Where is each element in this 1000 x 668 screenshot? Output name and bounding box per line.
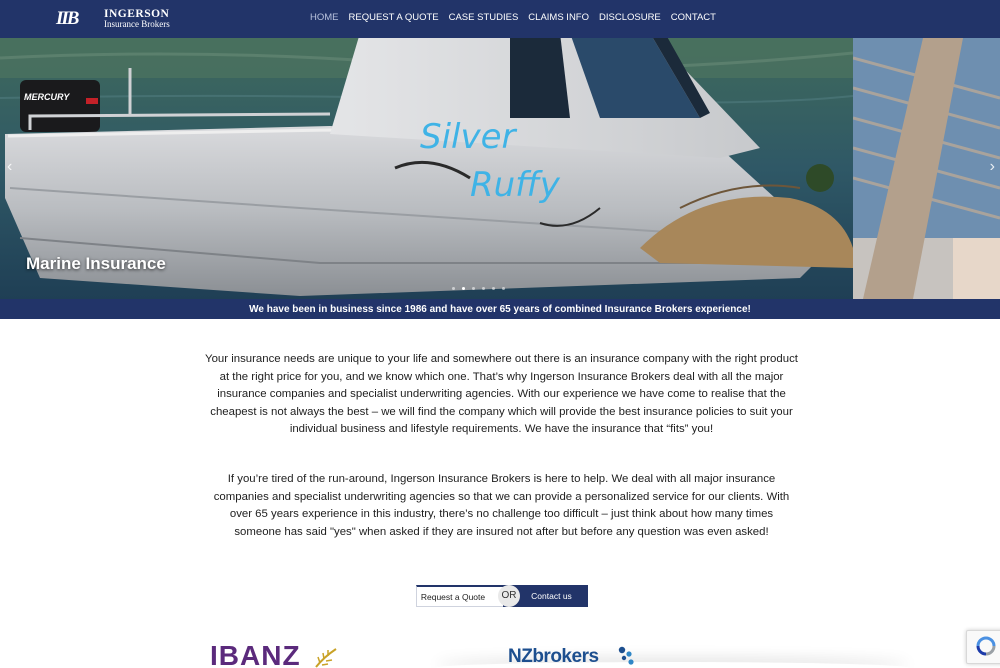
partner-shadow [435, 662, 910, 668]
recaptcha-badge[interactable] [966, 630, 1000, 664]
logo-name: INGERSON [104, 8, 170, 20]
request-quote-button[interactable]: Request a Quote [416, 585, 503, 607]
nav-home[interactable]: HOME [310, 12, 339, 23]
nav-contact[interactable]: CONTACT [670, 12, 716, 23]
nzbrokers-logo-text: NZbrokers [508, 646, 599, 667]
cta-group [416, 585, 588, 607]
logo-subtitle: Insurance Brokers [104, 19, 170, 29]
hero-slider [0, 38, 1000, 299]
building-photo [853, 38, 1000, 299]
nav-disclosure[interactable]: DISCLOSURE [599, 12, 661, 23]
slider-dot[interactable] [472, 287, 475, 290]
main-nav [305, 12, 721, 24]
site-logo[interactable] [56, 9, 201, 29]
slider-dot[interactable] [482, 287, 485, 290]
slider-dot[interactable] [452, 287, 455, 290]
slider-dots [452, 287, 505, 290]
site-header [0, 0, 1000, 38]
ibanz-logo-text: IBANZ [210, 641, 301, 668]
experience-banner [0, 299, 1000, 319]
slider-next-arrow[interactable]: › [989, 158, 995, 175]
nav-request-a-quote[interactable]: REQUEST A QUOTE [348, 12, 439, 23]
intro-paragraph-2: If you’re tired of the run-around, Ingerson Insurance Brokers is here to help. We deal with all major insurance companies and specialist underwriting agencies so that we can provide a personalized service for our clients. With over 65 years experience in this industry, there’s no challenge too difficult – just think about how many times someone has said "yes" when asked if they are insured not after but before any question was even asked! [213, 473, 790, 538]
boat-name-line1: Silver [420, 117, 516, 157]
slider-dot[interactable] [492, 287, 495, 290]
slider-prev-arrow[interactable]: ‹ [7, 158, 13, 175]
intro-paragraph-1: Your insurance needs are unique to your life and somewhere out there is an insurance company with the right product at the right price for you, and we know which one. That’s why Ingerson Insurance Brokers deal with all the major insurance companies and specialist underwriting agencies. With our experience we have come to realise that the cheapest is not always the best – we will find the company which will provide the best insurance policies to suit your individual business and lifestyle requirements. We have the insurance that “fits” you! [205, 353, 798, 435]
nav-claims-info[interactable]: CLAIMS INFO [528, 12, 589, 23]
nzbrokers-logo[interactable] [508, 645, 643, 668]
hero-caption: Marine Insurance [26, 254, 166, 273]
recaptcha-icon [975, 636, 997, 656]
nav-case-studies[interactable]: CASE STUDIES [448, 12, 519, 23]
boat-name-line2: Ruffy [470, 165, 560, 205]
engine-brand-label: MERCURY [24, 92, 70, 102]
slider-dot[interactable] [462, 287, 465, 290]
hero-slide-next-preview[interactable] [853, 38, 1000, 299]
banner-text: We have been in business since 1986 and have over 65 years of combined Insurance Brokers experience! [249, 304, 751, 315]
contact-us-button[interactable]: Contact us [503, 585, 588, 607]
ibanz-logo[interactable] [210, 641, 340, 668]
hero-slide-marine [0, 38, 853, 299]
logo-mark: IIB [56, 8, 78, 29]
slider-dot[interactable] [502, 287, 505, 290]
or-divider: OR [498, 585, 520, 607]
fern-icon [314, 647, 338, 668]
dots-icon [616, 645, 636, 667]
